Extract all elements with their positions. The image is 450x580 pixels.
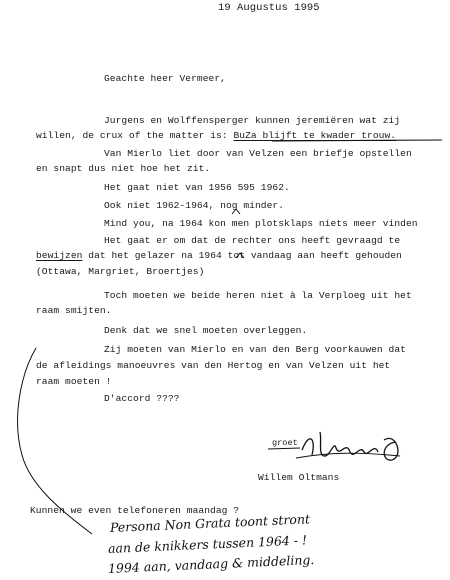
letter-date: 19 Augustus 1995 (218, 2, 320, 14)
pen-underline (272, 140, 442, 141)
margin-bracket (18, 348, 92, 534)
underlined-word: bewijzen (36, 250, 83, 261)
paragraph-line: raam moeten ! (36, 376, 112, 387)
underlined-phrase: BuZa blijft te kwader trouw. (233, 130, 397, 141)
paragraph-line: Toch moeten we beide heren niet à la Verploeg uit het (104, 290, 412, 301)
paragraph-line: D'accord ???? (104, 393, 180, 404)
pen-underline (268, 448, 300, 449)
paragraph-line: Ook niet 1962-1964, nog minder. (104, 200, 285, 211)
paragraph-line: Denk dat we snel moeten overleggen. (104, 325, 308, 336)
paragraph-line: raam smijten. (36, 305, 112, 316)
signer-name: Willem Oltmans (258, 472, 340, 483)
paragraph-line: Het gaat er om dat de rechter ons heeft gevraagd te (104, 235, 401, 246)
paragraph-line: Jurgens en Wolffensperger kunnen jeremiëren wat zij (104, 115, 401, 126)
paragraph-line: Het gaat niet van 1956 595 1962. (104, 182, 290, 193)
paragraph-line: Van Mierlo liet door van Velzen een briefje opstellen (104, 148, 412, 159)
paragraph-segment: willen, de crux of the matter is: (36, 130, 234, 141)
paragraph-line: en snapt dus niet hoe het zit. (36, 163, 211, 174)
handwritten-note-line: Persona Non Grata toont stront (109, 511, 311, 535)
salutation: Geachte heer Vermeer, (104, 73, 226, 84)
paragraph-line: Mind you, na 1964 kon men plotsklaps niets meer vinden (104, 218, 418, 229)
paragraph-line: de afleidings manoeuvres van den Hertog en van Velzen uit het (36, 360, 391, 371)
closing-greeting: groet (272, 438, 298, 448)
paragraph-line: Zij moeten van Mierlo en van den Berg voorkauwen dat (104, 344, 406, 355)
caret-mark (236, 253, 244, 258)
postscript: Kunnen we even telefoneren maandag ? (30, 505, 240, 516)
handwritten-note-line: 1994 aan, vandaag & middeling. (107, 551, 315, 576)
paragraph-segment: dat het gelazer na 1964 tot vandaag aan heeft gehouden (82, 250, 402, 261)
caret-mark (232, 209, 240, 214)
handwritten-note-line: aan de knikkers tussen 1964 - ! (107, 532, 308, 556)
paragraph-line: (Ottawa, Margriet, Broertjes) (36, 266, 205, 277)
signature-scribble (302, 432, 398, 460)
